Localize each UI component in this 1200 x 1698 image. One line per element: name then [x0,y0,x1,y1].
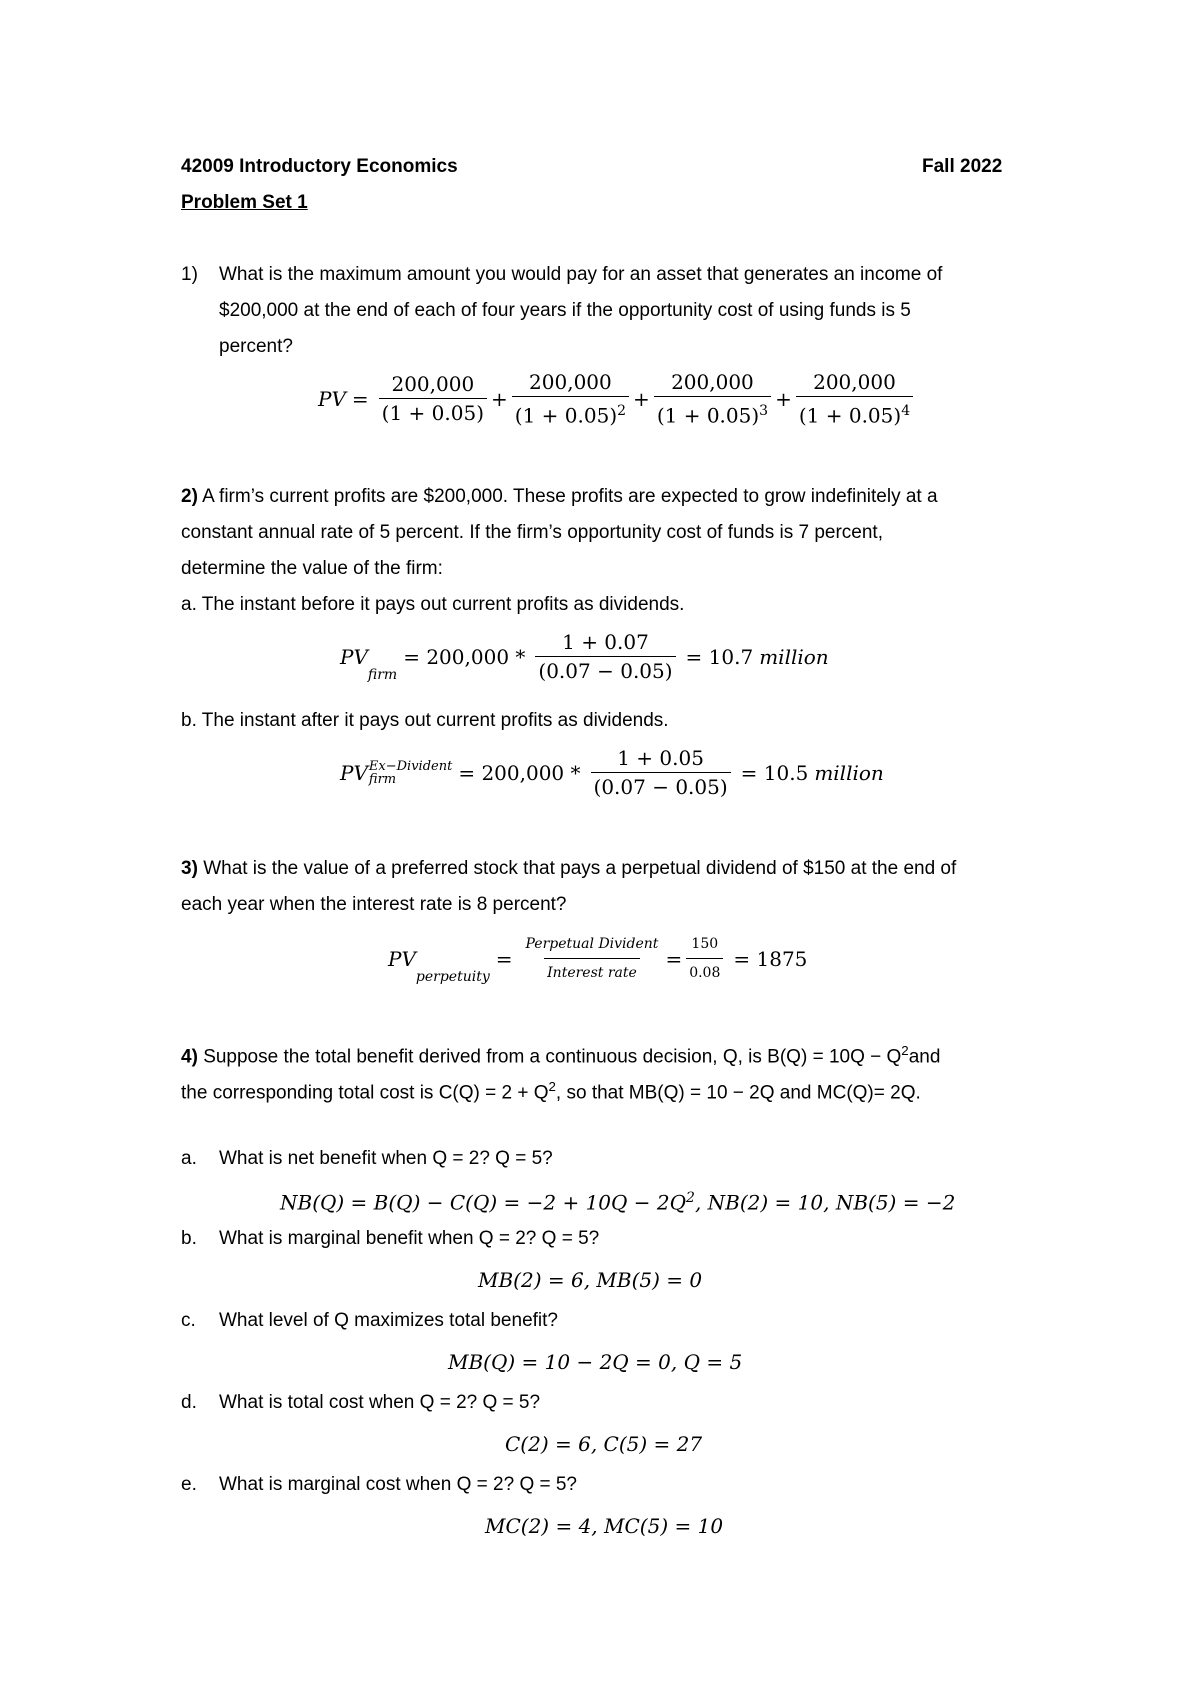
q4-answer-a: $NB(Q) = B(Q) - C(Q) = -2 + 10Q - 2Q^2$, NB(2) = 10, NB(5) = −2 [280,1190,956,1215]
page-title: Problem Set 1 [181,192,308,213]
q1-term-2: $\frac{200,000}{(1 + 0.05)^2}$ [512,370,629,428]
q1-line-2: $200,000 at the end of each of four years if the opportunity cost of using funds is 5 [219,300,911,321]
q2-line-2: constant annual rate of 5 percent. If the firm’s opportunity cost of funds is 7 percent, [181,522,883,543]
q4-line-1: 4) Suppose the total benefit derived from a continuous decision, Q, is $B(Q) = 10Q - Q^2and$ [181,1043,941,1068]
q4-part-b-label: b. [181,1228,197,1249]
q4-part-e-question: What is marginal cost when Q = 2? Q = 5? [219,1474,578,1495]
q2-line-3: determine the value of the firm: [181,558,443,579]
q4-part-b-question: What is marginal benefit when Q = 2? Q = 5? [219,1228,600,1249]
q3-line-2: each year when the interest rate is 8 percent? [181,894,567,915]
course-title: 42009 Introductory Economics [181,156,458,177]
q4-part-d-label: d. [181,1392,197,1413]
q3-line-1: 3) What is the value of a preferred stock that pays a perpetual dividend of $150 at the end of [181,858,957,879]
q2-formula-b: PV Ex−Divident firm = 200,000 * $\frac{1 + 0.05}{(0.07 - 0.05)}$ = 10.5 million [340,746,884,799]
q4-line-2: the corresponding total cost is $C(Q) = 2 + Q^2$, so that MB(Q) = 10 − 2Q and MC(Q)= 2Q. [181,1079,921,1104]
q4-part-e-label: e. [181,1474,197,1495]
q4-part-a-question: What is net benefit when Q = 2? Q = 5? [219,1148,553,1169]
q4-answer-b: MB(2) = 6, MB(5) = 0 [478,1268,703,1292]
q1-formula: PV = $\frac{200,000}{(1 + 0.05)}$ + $\frac{200,000}{(1 + 0.05)^2}$ + $\frac{200,000}{(1 + 0.05)^3}$ + $\frac{200,000}{(1 + 0.05)^4}$ [318,370,917,428]
q4-answer-c: MB(Q) = 10 − 2Q = 0, Q = 5 [448,1350,743,1374]
q2-line-1: 2) A firm’s current profits are $200,000. These profits are expected to grow indefinitely at a [181,486,938,507]
q1-number: 1) [181,264,198,285]
q4-part-c-question: What level of Q maximizes total benefit? [219,1310,558,1331]
q3-formula: PV $_{perpetuity}$ = $\frac{\text{Perpetual Divident}}{\text{Interest rate}}$ = $\frac{150}{0.08}$ = 1875 [388,936,808,985]
q1-term-4: $\frac{200,000}{(1 + 0.05)^4}$ [796,370,913,428]
q1-line-1: What is the maximum amount you would pay for an asset that generates an income of [219,264,943,285]
q1-term-1: $\frac{200,000}{(1 + 0.05)}$ [379,372,487,425]
q4-part-d-question: What is total cost when Q = 2? Q = 5? [219,1392,541,1413]
q4-part-a-label: a. [181,1148,197,1169]
q4-part-c-label: c. [181,1310,196,1331]
q2-formula-a: PV $_{firm}$ = 200,000 * $\frac{1 + 0.07}{(0.07 - 0.05)}$ = 10.7 million [340,630,829,683]
q4-answer-d: C(2) = 6, C(5) = 27 [505,1432,703,1456]
q1-pv: PV [318,386,346,411]
q2-part-a: a. The instant before it pays out current profits as dividends. [181,594,685,615]
q1-line-3: percent? [219,336,293,357]
q4-answer-e: MC(2) = 4, MC(5) = 10 [485,1514,724,1538]
q2-part-b: b. The instant after it pays out current profits as dividends. [181,710,669,731]
q1-term-3: $\frac{200,000}{(1 + 0.05)^3}$ [654,370,771,428]
term: Fall 2022 [922,156,1003,177]
